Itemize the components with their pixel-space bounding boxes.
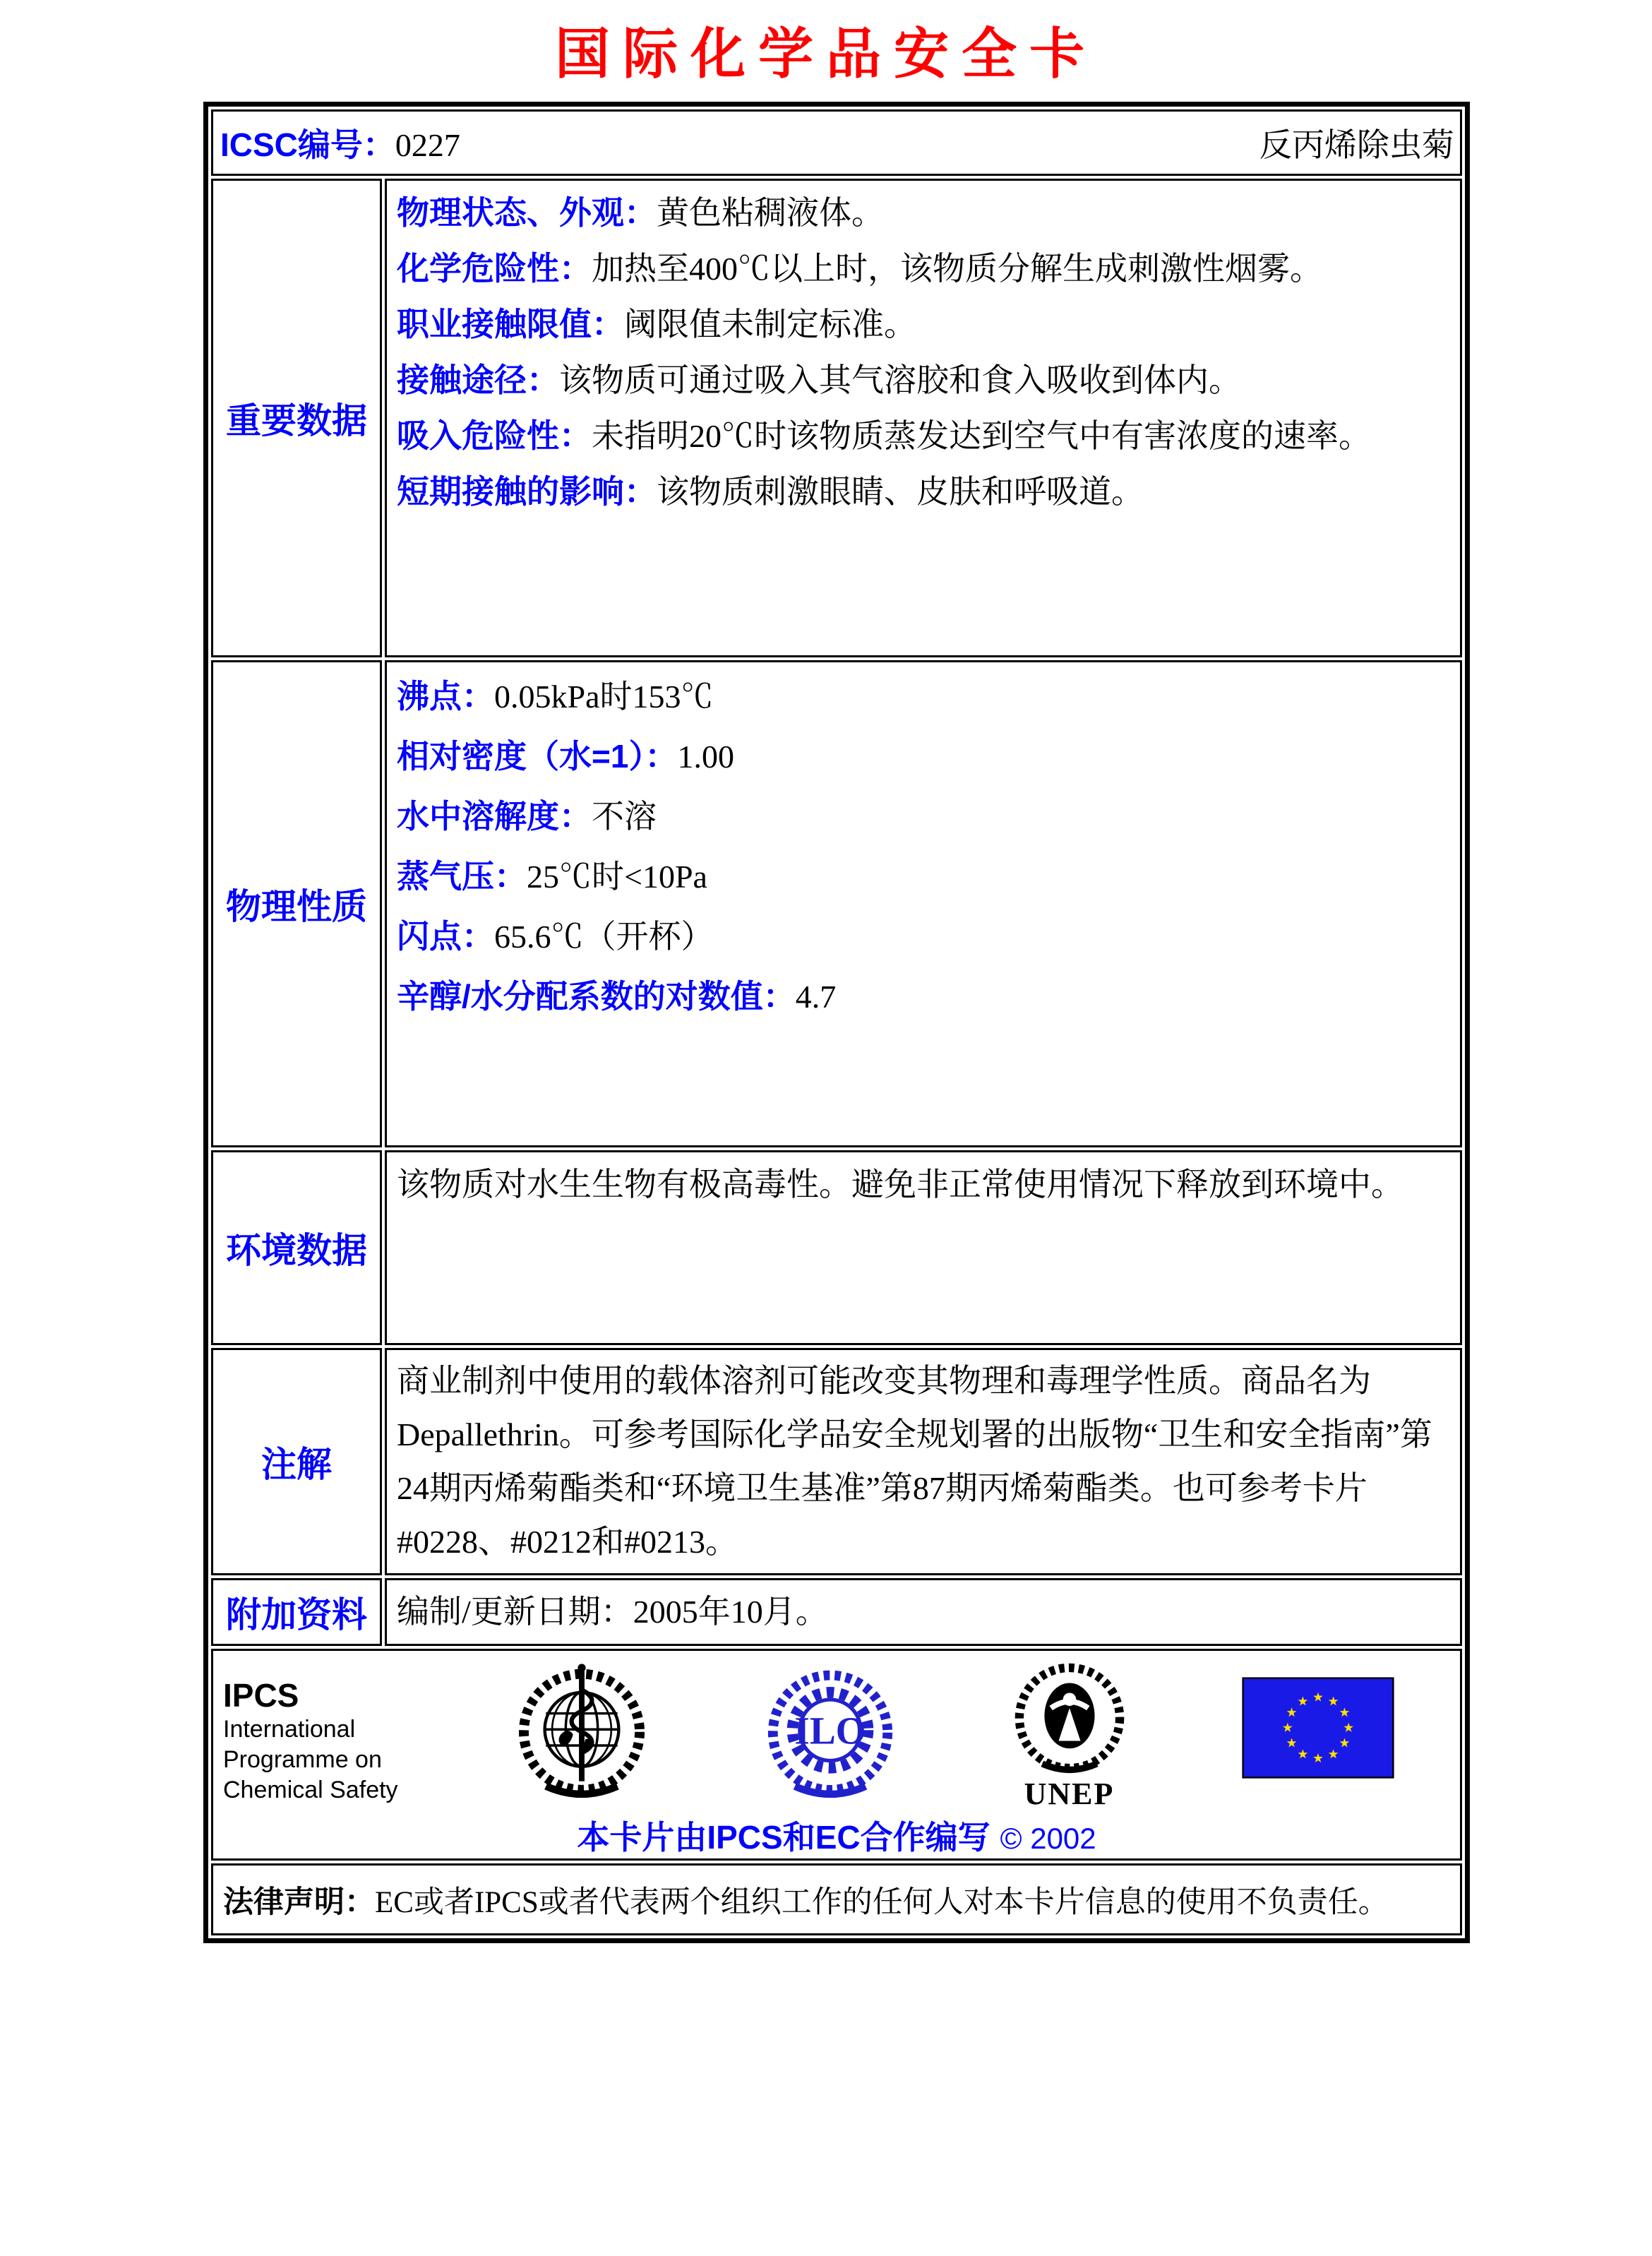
icsc-card-table	[203, 102, 1470, 1943]
ipcs-text-block	[223, 1658, 456, 1806]
data-line: 辛醇/水分配系数的对数值：4.7	[397, 978, 837, 1015]
unep-label: UNEP	[1024, 1777, 1115, 1811]
data-line: 吸入危险性：未指明20℃时该物质蒸发达到空气中有害浓度的速率。	[397, 417, 1371, 454]
icsc-number-value: 0227	[395, 127, 460, 163]
ipcs-subtitle-line: Chemical Safety	[223, 1777, 398, 1803]
chemical-name: 反丙烯除虫菊	[1259, 127, 1454, 163]
data-line: 短期接触的影响：该物质刺激眼睛、皮肤和呼吸道。	[397, 473, 1144, 510]
page-title: 国际化学品安全卡	[554, 23, 1097, 85]
legal-label: 法律声明：	[223, 1885, 375, 1919]
header-row	[211, 109, 1462, 176]
section-label-environment-data: 环境数据	[226, 1231, 367, 1270]
data-line: 相对密度（水=1）：1.00	[397, 738, 734, 775]
section-label-physical-properties: 物理性质	[226, 887, 367, 926]
environment-text: 该物质对水生生物有极高毒性。避免非正常使用情况下释放到环境中。	[397, 1166, 1403, 1202]
ipcs-title: IPCS	[223, 1677, 299, 1714]
credit-line	[213, 1812, 1460, 1858]
ipcs-subtitle-line: Programme on	[223, 1746, 382, 1773]
data-line: 化学危险性：加热至400℃以上时，该物质分解生成刺激性烟雾。	[397, 250, 1322, 287]
ipcs-subtitle-line: International	[223, 1716, 356, 1743]
data-line: 接触途径：该物质可通过吸入其气溶胶和食入吸收到体内。	[397, 362, 1241, 398]
notes-row	[211, 1348, 1462, 1575]
svg-text:ILO: ILO	[794, 1709, 866, 1753]
legal-row	[211, 1863, 1462, 1935]
data-line: 职业接触限值：阈限值未制定标准。	[397, 306, 916, 342]
notes-text: 商业制剂中使用的载体溶剂可能改变其物理和毒理学性质。商品名为Depallethrin。可参考国际化学品安全规划署的出版物“卫生和安全指南”第24期丙烯菊酯类和“环境卫生基准”第87期丙烯菊酯类。也可参考卡片#0228、#0212和#0213。	[397, 1363, 1432, 1560]
data-line: 物理状态、外观：黄色粘稠液体。	[397, 194, 884, 231]
physical-properties-row	[211, 660, 1462, 1147]
data-line: 闪点：65.6℃（开杯）	[397, 918, 714, 955]
section-label-notes: 注解	[261, 1445, 332, 1484]
icsc-number	[220, 119, 460, 166]
who-logo-icon	[513, 1658, 651, 1807]
icsc-number-label: ICSC编号：	[220, 126, 395, 163]
environment-data-row	[211, 1150, 1462, 1345]
credit-text: 本卡片由IPCS和EC合作编写	[577, 1819, 990, 1856]
data-line: 沸点：0.05kPa时153℃	[397, 678, 714, 715]
important-data-row	[211, 179, 1462, 657]
additional-info-text: 编制/更新日期：2005年10月。	[397, 1594, 828, 1630]
ilo-logo-icon	[763, 1658, 897, 1807]
credit-year: © 2002	[1000, 1822, 1096, 1855]
eu-flag-icon	[1242, 1658, 1394, 1784]
legal-text: EC或者IPCS或者代表两个组织工作的任何人对本卡片信息的使用不负责任。	[375, 1885, 1389, 1919]
additional-info-row	[211, 1578, 1462, 1646]
section-label-additional-info: 附加资料	[226, 1595, 367, 1635]
data-line: 蒸气压：25℃时<10Pa	[397, 858, 707, 895]
logos-row	[211, 1649, 1462, 1861]
section-label-important-data: 重要数据	[226, 401, 367, 441]
data-line: 水中溶解度：不溶	[397, 798, 657, 835]
unep-logo-icon	[1010, 1658, 1130, 1812]
